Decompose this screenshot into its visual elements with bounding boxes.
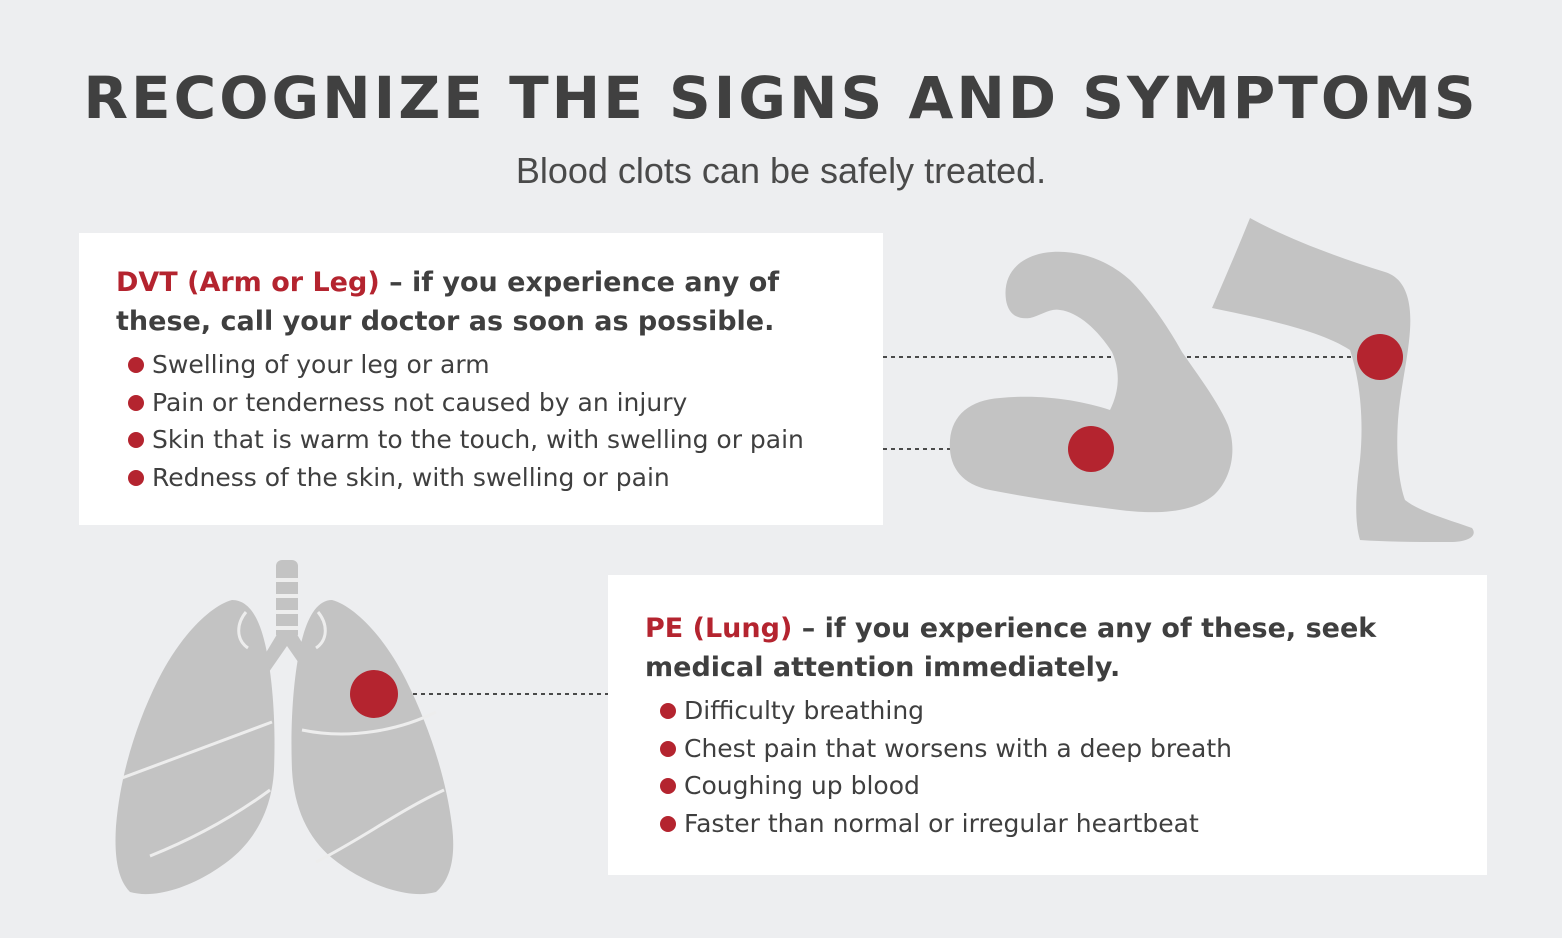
symptom-text: Faster than normal or irregular heartbeat — [684, 808, 1199, 838]
symptom-text: Chest pain that worsens with a deep breath — [684, 733, 1232, 763]
bullet-dot-icon — [660, 703, 676, 719]
leg-icon — [1212, 218, 1474, 542]
symptom-text: Coughing up blood — [684, 771, 920, 800]
pe-label: PE (Lung) — [645, 613, 793, 644]
pe-card — [608, 575, 1487, 875]
page-subtitle: Blood clots can be safely treated. — [515, 150, 1047, 191]
clot-marker-lung — [350, 670, 398, 718]
symptom-text: Swelling of your leg or arm — [152, 350, 490, 379]
bullet-dot-icon — [660, 741, 676, 757]
bullet-dot-icon — [128, 357, 144, 373]
list-item — [658, 767, 1232, 805]
list-item — [126, 384, 804, 422]
list-item — [658, 730, 1232, 768]
flexed-arm-icon — [950, 252, 1233, 512]
bullet-dot-icon — [660, 778, 676, 794]
dvt-heading — [116, 263, 856, 341]
page-title: RECOGNIZE THE SIGNS AND SYMPTOMS — [83, 64, 1479, 132]
symptom-text: Pain or tenderness not caused by an injury — [152, 387, 688, 417]
list-item — [658, 692, 1232, 730]
dvt-card — [79, 233, 883, 525]
list-item — [658, 805, 1232, 843]
lungs-icon — [116, 560, 454, 894]
pe-heading — [645, 609, 1445, 687]
list-item — [126, 346, 804, 384]
dvt-label: DVT (Arm or Leg) — [116, 267, 380, 298]
list-item — [126, 459, 804, 497]
dvt-instruction: – if you experience any of these, call your doctor as soon as possible. — [116, 267, 780, 337]
bullet-dot-icon — [128, 470, 144, 486]
list-item — [126, 421, 804, 459]
dvt-symptom-list — [126, 346, 804, 496]
bullet-dot-icon — [128, 395, 144, 411]
pe-instruction: – if you experience any of these, seek medical attention immediately. — [645, 613, 1377, 683]
bullet-dot-icon — [660, 816, 676, 832]
symptom-text: Redness of the skin, with swelling or pain — [152, 462, 670, 492]
pe-symptom-list — [658, 692, 1232, 842]
clot-marker-arm — [1068, 426, 1114, 472]
symptom-text: Difficulty breathing — [684, 696, 925, 725]
bullet-dot-icon — [128, 432, 144, 448]
clot-marker-leg — [1357, 334, 1403, 380]
symptom-text: Skin that is warm to the touch, with swelling or pain — [152, 425, 804, 454]
